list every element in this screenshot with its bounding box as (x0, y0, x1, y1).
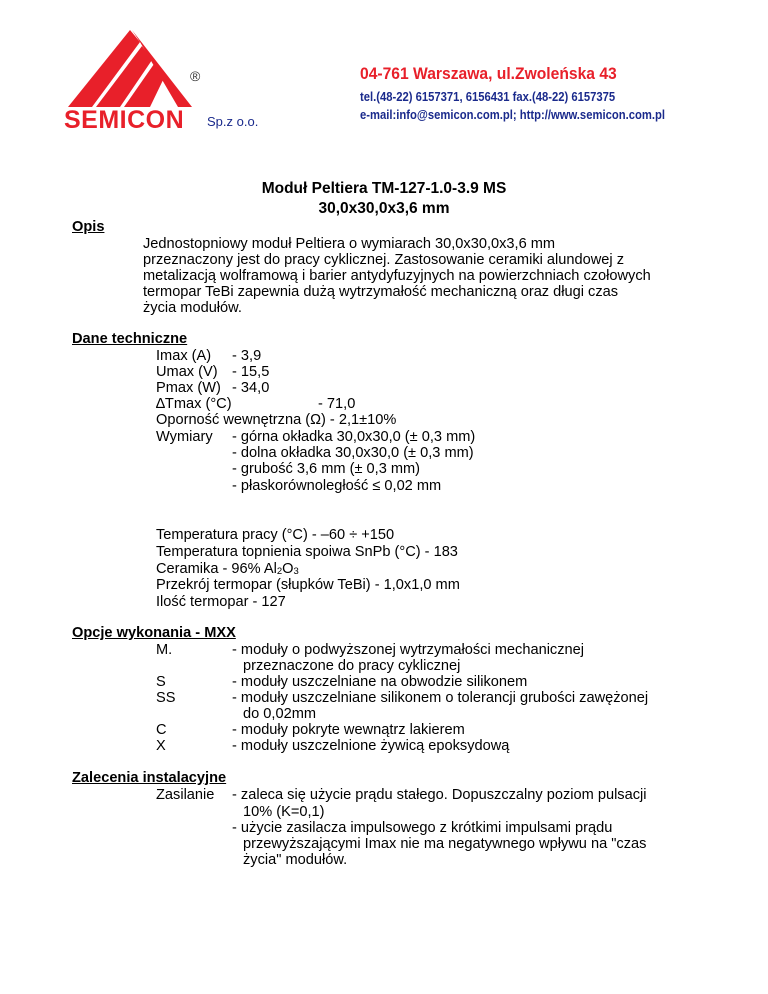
spec-solder-temperature: Temperatura topnienia spoiwa SnPb (°C) - 183 (156, 544, 458, 560)
spec-dimension-line: - płaskorównoległość ≤ 0,02 mm (232, 478, 442, 494)
spec-dimensions-label: Wymiary (156, 429, 213, 445)
install-line: - użycie zasilacza impulsowego z krótkimi impulsami prądu (232, 820, 613, 836)
install-line: przewyższającymi Imax nie ma negatywnego wpływu na "czas (243, 836, 647, 852)
option-code: S (156, 674, 166, 690)
document-subtitle: 30,0x30,0x3,6 mm (318, 200, 450, 217)
option-description: - moduły uszczelniane silikonem o tolerancji grubości zawężonej (232, 690, 649, 706)
install-line: 10% (K=0,1) (243, 804, 325, 820)
section-heading-description: Opis (72, 219, 105, 235)
logo-company-suffix: Sp.z o.o. (207, 114, 259, 129)
description-line: termopar TeBi zapewnia dużą wytrzymałość mechaniczną oraz długi czas (143, 284, 619, 300)
option-code: SS (156, 690, 176, 706)
spec-dimension-line: - grubość 3,6 mm (± 0,3 mm) (232, 461, 421, 477)
spec-dtmax-label: ∆Tmax (°C) (156, 396, 232, 412)
spec-imax-value: - 3,9 (232, 348, 262, 364)
option-description: - moduły o podwyższonej wytrzymałości mechanicznej (232, 642, 585, 658)
option-description: przeznaczone do pracy cyklicznej (243, 658, 461, 674)
spec-dtmax-value: - 71,0 (318, 396, 356, 412)
registered-mark: ® (190, 68, 201, 84)
description-line: życia modułów. (143, 300, 242, 316)
document-title: Moduł Peltiera TM-127-1.0-3.9 MS (261, 180, 507, 197)
spec-resistance: Oporność wewnętrzna (Ω) - 2,1±10% (156, 412, 397, 428)
spec-pmax-label: Pmax (W) (156, 380, 221, 396)
company-address: 04-761 Warszawa, ul.Zwoleńska 43 (360, 64, 617, 83)
company-email: e-mail:info@semicon.com.pl; http://www.semicon.com.pl (360, 108, 665, 122)
install-line: życia" modułów. (243, 852, 348, 868)
option-code: X (156, 738, 166, 754)
option-description: - moduły uszczelnione żywicą epoksydową (232, 738, 510, 754)
section-heading-options: Opcje wykonania - MXX (72, 625, 236, 641)
section-heading-technical-data: Dane techniczne (72, 331, 188, 347)
description-line: przeznaczony jest do pracy cyklicznej. Zastosowanie ceramiki alundowej z (143, 252, 624, 268)
logo-wordmark: SEMICON (64, 106, 185, 134)
option-description: - moduły uszczelniane na obwodzie silikonem (232, 674, 528, 690)
description-line: Jednostopniowy moduł Peltiera o wymiarach 30,0x30,0x3,6 mm (143, 236, 556, 252)
spec-ceramic: Ceramika - 96% $Al_2O_3$ (156, 561, 299, 577)
section-heading-installation: Zalecenia instalacyjne (72, 770, 227, 786)
spec-cross-section: Przekrój termopar (słupków TeBi) - 1,0x1,0 mm (156, 577, 460, 593)
option-description: do 0,02mm (243, 706, 317, 722)
description-line: metalizacją wolframową i barier antydyfuzyjnych na powierzchniach czołowych (143, 268, 651, 284)
spec-dimension-line: - górna okładka 30,0x30,0 (± 0,3 mm) (232, 429, 476, 445)
spec-dimension-line: - dolna okładka 30,0x30,0 (± 0,3 mm) (232, 445, 474, 461)
spec-imax-label: Imax (A) (156, 348, 212, 364)
spec-umax-label: Umax (V) (156, 364, 218, 380)
option-code: C (156, 722, 167, 738)
spec-thermocouple-count: Ilość termopar - 127 (156, 594, 286, 610)
option-description: - moduły pokryte wewnątrz lakierem (232, 722, 465, 738)
option-code: M. (156, 642, 173, 658)
spec-pmax-value: - 34,0 (232, 380, 270, 396)
spec-umax-value: - 15,5 (232, 364, 270, 380)
install-line: - zaleca się użycie prądu stałego. Dopuszczalny poziom pulsacji (232, 787, 647, 803)
company-phone: tel.(48-22) 6157371, 6156431 fax.(48-22) 6157375 (360, 90, 616, 104)
spec-work-temperature: Temperatura pracy (°C) - –60 ÷ +150 (156, 527, 395, 543)
install-label: Zasilanie (156, 787, 215, 803)
